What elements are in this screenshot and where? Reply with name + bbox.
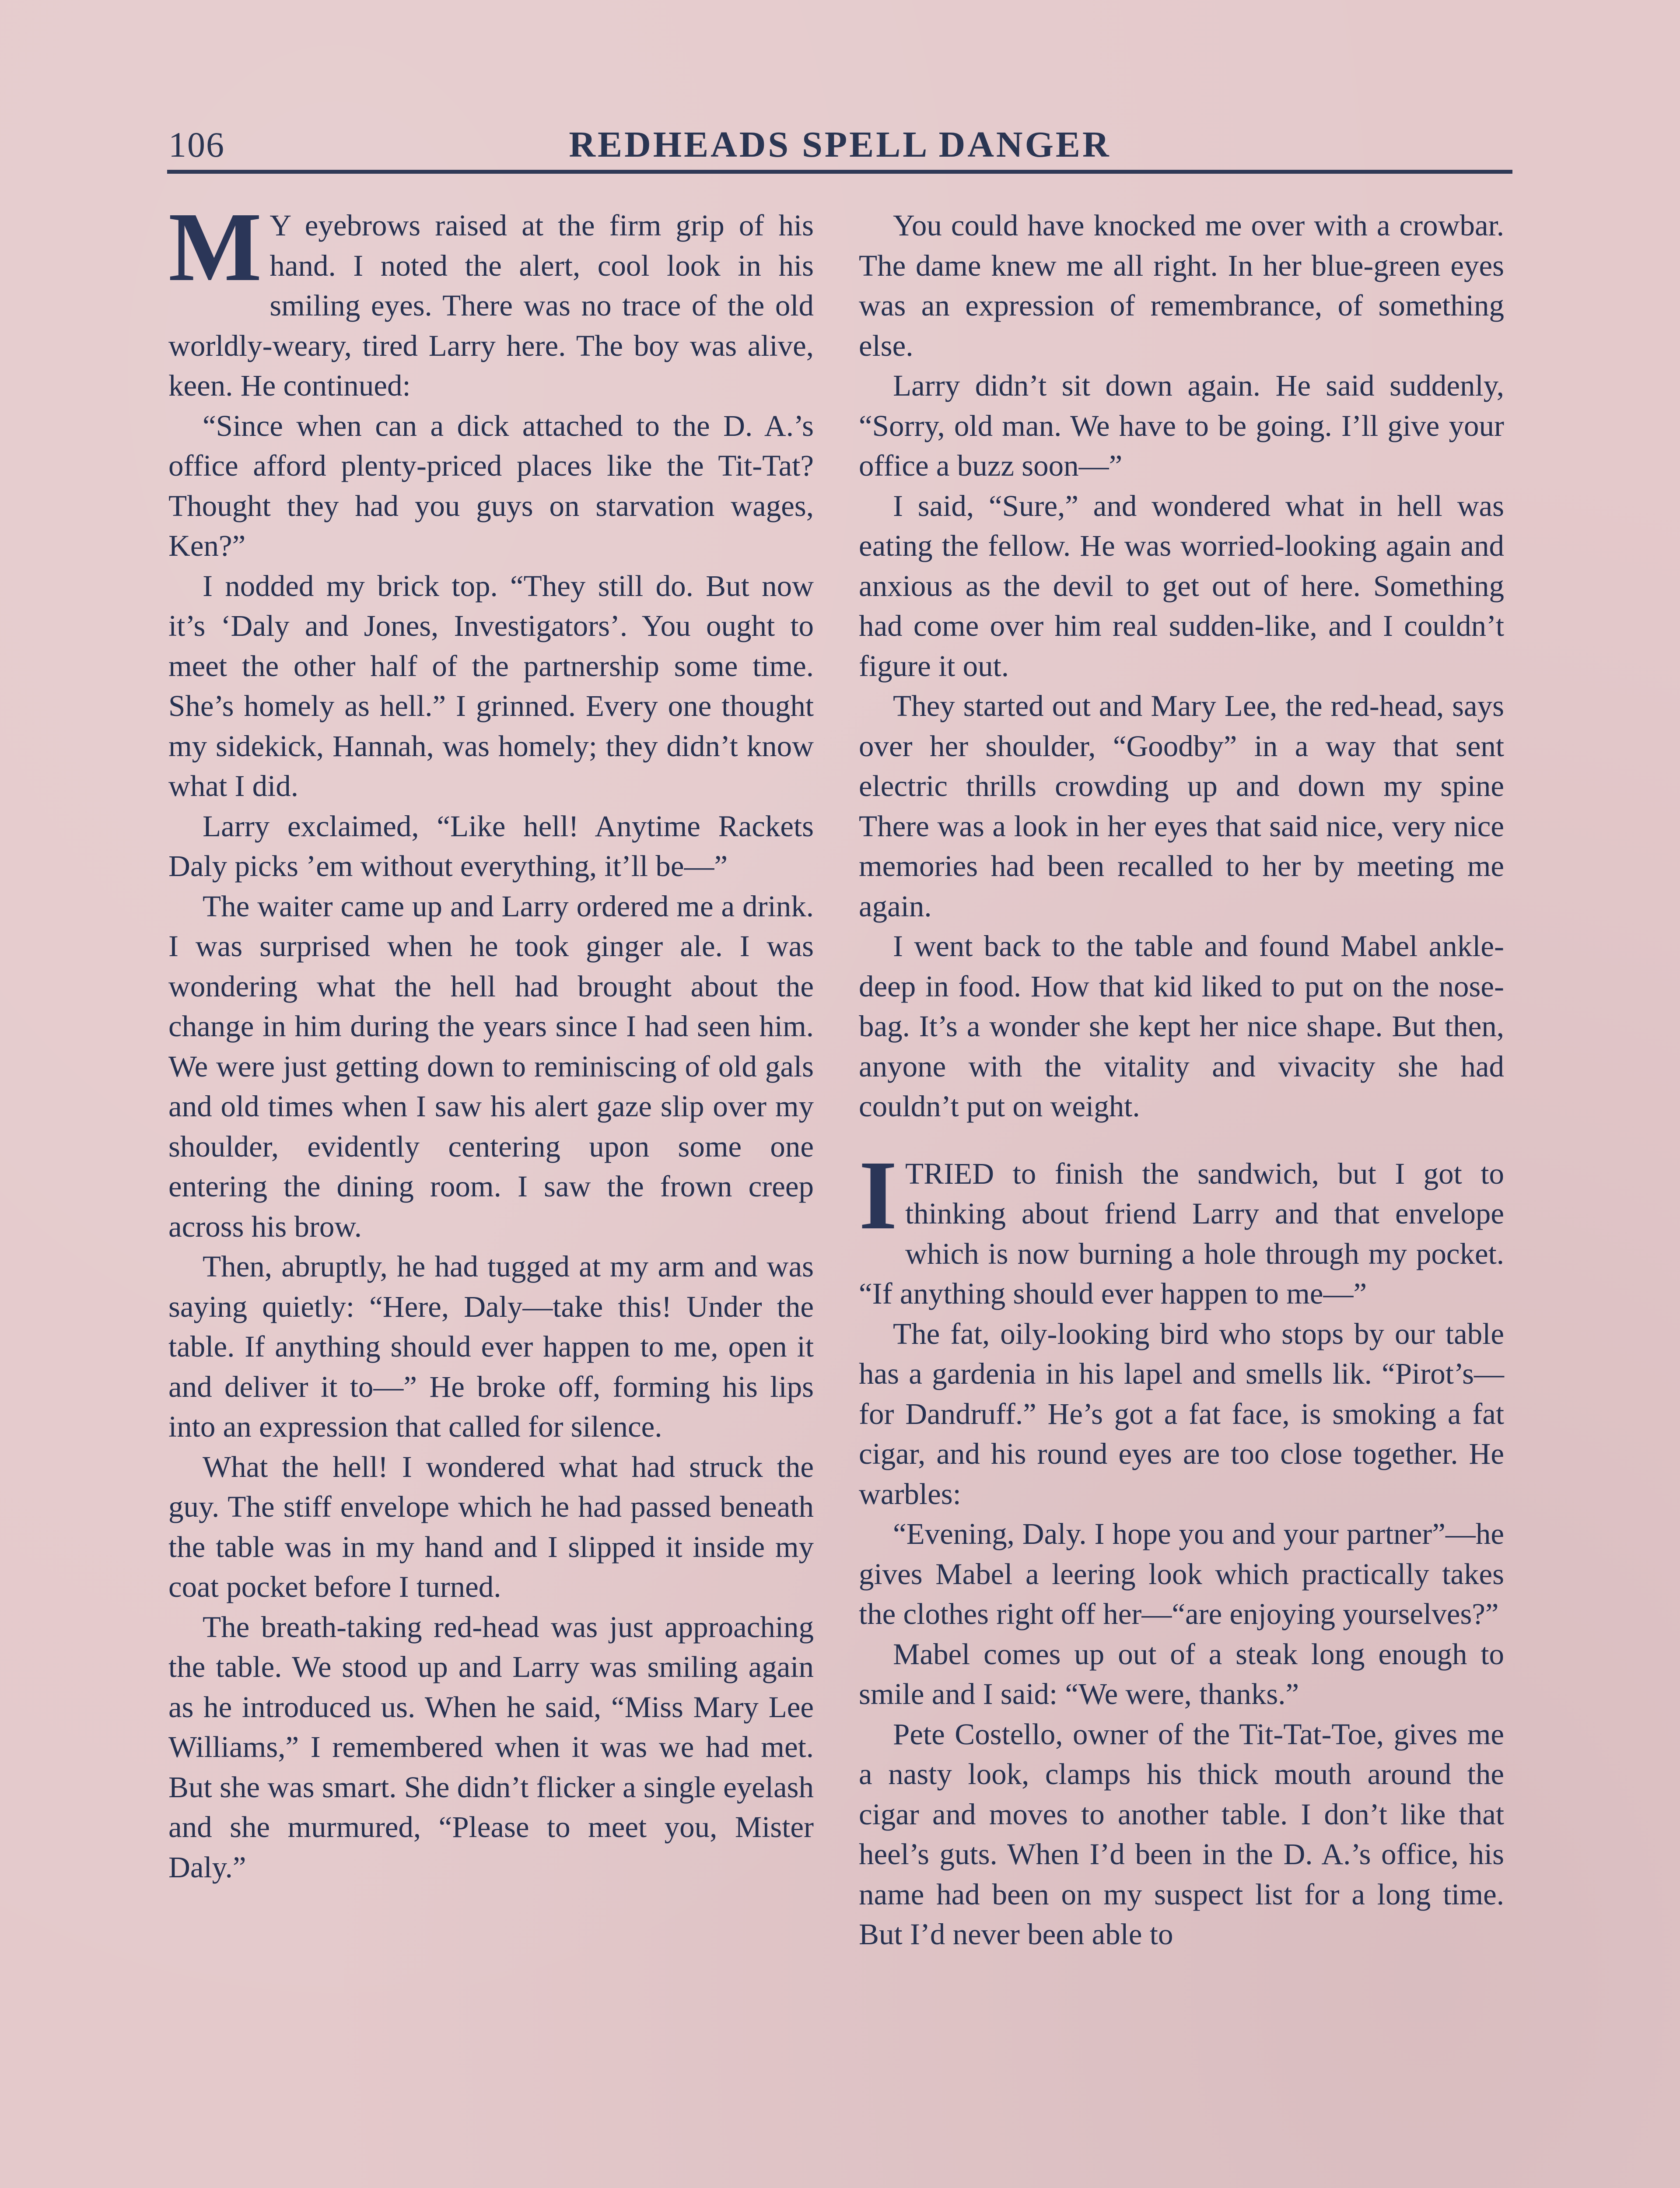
paragraph: Larry didn’t sit down again. He said suddenly, “Sorry, old man. We have to be going. I’ll give your office a buzz soon—”	[859, 369, 1504, 482]
left-column	[168, 192, 814, 1887]
paragraph: “Evening, Daly. I hope you and your partner”—he gives Mabel a leering look which practically takes the clothes right off her—“are enjoying yourselves?”	[859, 1517, 1504, 1630]
running-title: REDHEADS SPELL DANGER	[569, 124, 1111, 165]
opening-paragraph	[168, 192, 814, 406]
page-header	[168, 122, 1512, 170]
header-rule	[167, 170, 1512, 174]
paragraph: You could have knocked me over with a crowbar. The dame knew me all right. In her blue-green eyes was an expression of remembrance, of something else.	[859, 209, 1504, 362]
paragraph-text: TRIED to finish the sandwich, but I got to thinking about friend Larry and that envelope which is now burning a hole through my pocket. “If anything should ever happen to me—”	[859, 1157, 1504, 1310]
paragraph: I nodded my brick top. “They still do. But now it’s ‘Daly and Jones, Investigators’. You ought to meet the other half of the partnership some time. She’s homely as hell.” I grinned. Every one thought my sidekick, Hannah, was homely; they didn’t know what I did.	[168, 569, 814, 803]
paragraph-text: Y eyebrows raised at the firm grip of his hand. I noted the alert, cool look in his smiling eyes. There was no trace of the old worldly-weary, tired Larry here. The boy was alive, keen. He continued:	[168, 209, 814, 402]
paragraph: I said, “Sure,” and wondered what in hell was eating the fellow. He was worried-looking again and anxious as the devil to get out of here. Something had come over him real sudden-like, and I couldn’t figure it out.	[859, 489, 1504, 683]
paragraph: They started out and Mary Lee, the red-head, says over her shoulder, “Goodby” in a way that sent electric thrills crowding up and down my spine There was a look in her eyes that said nice, very nice memories had been recalled to her by meeting me again.	[859, 689, 1504, 923]
paragraph: The breath-taking red-head was just approaching the table. We stood up and Larry was smiling again as he introduced us. When he said, “Miss Mary Lee Williams,” I remembered when it was we had met. But she was smart. She didn’t flicker a single eyelash and she murmured, “Please to meet you, Mister Daly.”	[168, 1610, 814, 1884]
section-opening-paragraph	[859, 1140, 1504, 1314]
drop-cap-i: I	[859, 1140, 897, 1250]
paragraph: Mabel comes up out of a steak long enough to smile and I said: “We were, thanks.”	[859, 1637, 1504, 1711]
paragraph: I went back to the table and found Mabel ankle-deep in food. How that kid liked to put on the nose-bag. It’s a wonder she kept her nice shape. But then, anyone with the vitality and vivacity she had couldn’t put on weight.	[859, 929, 1504, 1123]
paragraph: Pete Costello, owner of the Tit-Tat-Toe, gives me a nasty look, clamps his thick mouth around the cigar and moves to another table. I don’t like that heel’s guts. When I’d been in the D. A.’s office, his name had been on my suspect list for a long time. But I’d never been able to	[859, 1717, 1504, 1951]
paragraph: The waiter came up and Larry ordered me a drink. I was surprised when he took ginger ale. I was wondering what the hell had brought about the change in him during the years since I had seen him. We were just getting down to reminiscing of old gals and old times when I saw his alert gaze slip over my shoulder, evidently centering upon some one entering the dining room. I saw the frown creep across his brow.	[168, 889, 814, 1243]
right-column	[859, 206, 1504, 1955]
paragraph: The fat, oily-looking bird who stops by our table has a gardenia in his lapel and smells lik. “Pirot’s—for Dandruff.” He’s got a fat face, is smoking a fat cigar, and his round eyes are too close together. He warbles:	[859, 1317, 1504, 1511]
paragraph: What the hell! I wondered what had struck the guy. The stiff envelope which he had passed beneath the table was in my hand and I slipped it inside my coat pocket before I turned.	[168, 1450, 814, 1603]
paragraph: “Since when can a dick attached to the D. A.’s office afford plenty-priced places like the Tit-Tat? Thought they had you guys on starvation wages, Ken?”	[168, 409, 814, 562]
paragraph: Then, abruptly, he had tugged at my arm and was saying quietly: “Here, Daly—take this! Under the table. If anything should ever happen to me, open it and deliver it to—” He broke off, forming his lips into an expression that called for silence.	[168, 1250, 814, 1443]
paragraph: Larry exclaimed, “Like hell! Anytime Rackets Daly picks ’em without everything, it’ll be—”	[168, 809, 814, 883]
drop-cap-m: M	[168, 192, 262, 302]
page-number: 106	[168, 125, 225, 165]
